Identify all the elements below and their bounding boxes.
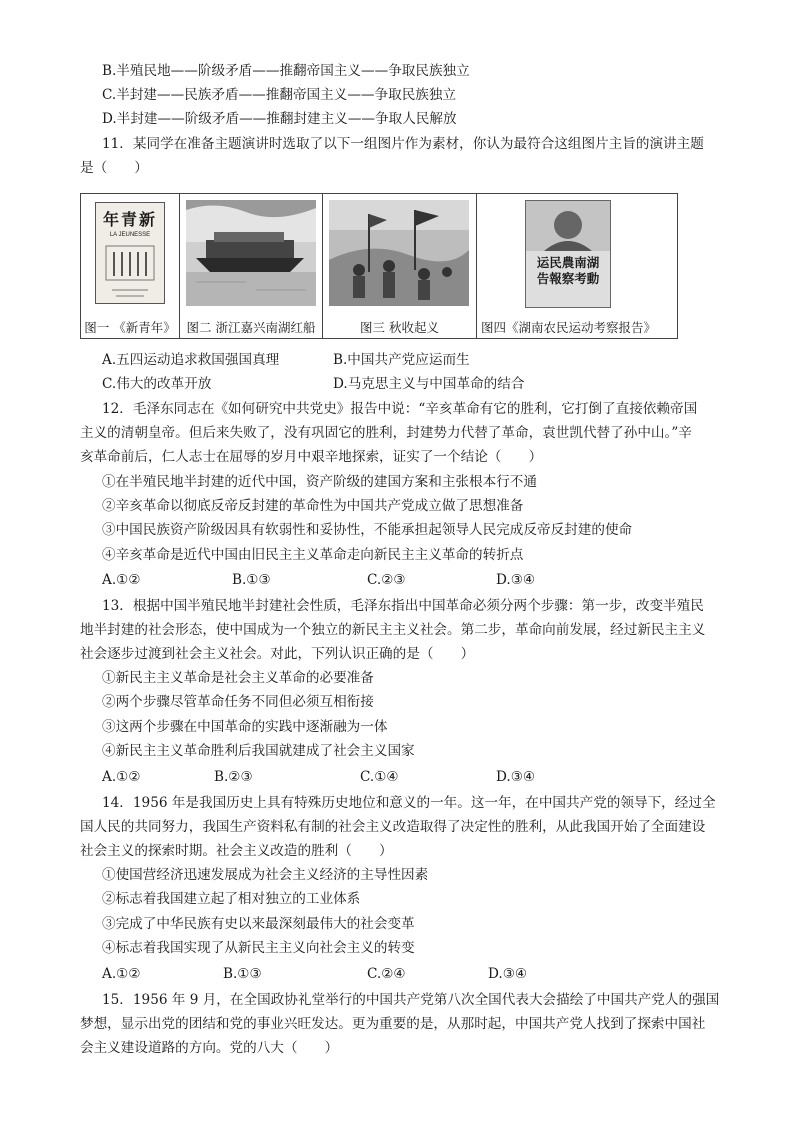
hunan-report-cover xyxy=(525,200,611,308)
caption-3: 图三 秋收起义 xyxy=(360,320,439,335)
figure-cell-4 xyxy=(477,194,660,338)
q13-option-d: D.③④ xyxy=(496,769,536,785)
q12-item-4: ④辛亥革命是近代中国由旧民主主义革命走向新民主主义革命的转折点 xyxy=(102,547,524,563)
q15-stem-line2: 梦想，显示出党的团结和党的事业兴旺发达。更为重要的是，从那时起，中国共产党人找到了探索中国社 xyxy=(80,1016,706,1032)
q12-stem-line3: 亥革命前后，仁人志士在屈辱的岁月中艰辛地探索，证实了一个结论（ ） xyxy=(80,449,543,465)
q11-stem-line2: 是（ ） xyxy=(80,160,148,176)
caption-1: 图一 《新青年》 xyxy=(84,320,176,335)
cover-pattern xyxy=(96,238,164,308)
new-youth-cover-image xyxy=(95,202,165,304)
q13-option-b: B.②③ xyxy=(214,769,253,785)
q12-item-2: ②辛亥革命以彻底反帝反封建的革命性为中国共产党成立做了思想准备 xyxy=(102,498,524,514)
q14-item-1: ①使国营经济迅速发展成为社会主义经济的主导性因素 xyxy=(102,867,429,883)
prev-option-c: C.半封建——民族矛盾——推翻帝国主义——争取民族独立 xyxy=(102,87,457,103)
q11-option-d: D.马克思主义与中国革命的结合 xyxy=(333,376,525,392)
q12-stem-line1: 12．毛泽东同志在《如何研究中共党史》报告中说：“辛亥革命有它的胜利，它打倒了直接依赖帝国 xyxy=(102,401,698,417)
q15-stem-line3: 会主义建设道路的方向。党的八大（ ） xyxy=(80,1040,339,1056)
q12-option-a: A.①② xyxy=(102,572,141,588)
autumn-uprising-painting xyxy=(329,200,469,306)
q12-option-d: D.③④ xyxy=(496,572,536,588)
q13-item-3: ③这两个步骤在中国革命的实践中逐渐融为一体 xyxy=(102,719,388,735)
q13-stem-line2: 地半封建的社会形态，使中国成为一个独立的新民主主义社会。第二步，革命向前发展，经过新民主主义 xyxy=(80,622,706,638)
q11-option-a: A.五四运动追求救国强国真理 xyxy=(102,352,280,368)
prev-option-d: D.半封建——阶级矛盾——推翻封建主义——争取人民解放 xyxy=(102,111,457,127)
q14-stem-line2: 国人民的共同努力，我国生产资料私有制的社会主义改造取得了决定性的胜利，从此我国开始了全面建设 xyxy=(80,819,706,835)
q11-figure-table xyxy=(80,193,678,339)
q14-stem-line1: 14．1956 年是我国历史上具有特殊历史地位和意义的一年。这一年，在中国共产党的领导下，经过全 xyxy=(102,795,716,811)
caption-4: 图四《湖南农民运动考察报告》 xyxy=(480,320,656,335)
portrait-image xyxy=(526,201,610,251)
prev-option-b: B.半殖民地——阶级矛盾——推翻帝国主义——争取民族独立 xyxy=(102,63,470,79)
figure-cell-3 xyxy=(323,194,477,338)
q13-item-4: ④新民主主义革命胜利后我国就建成了社会主义国家 xyxy=(102,743,415,759)
q14-item-2: ②标志着我国建立起了相对独立的工业体系 xyxy=(102,891,361,907)
q13-stem-line3: 社会逐步过渡到社会主义社会。对此，下列认识正确的是（ ） xyxy=(80,646,475,662)
red-boat-photo xyxy=(186,200,316,306)
q14-stem-line3: 社会主义的探索时期。社会主义改造的胜利（ ） xyxy=(80,843,393,859)
q13-option-c: C.①④ xyxy=(360,769,399,785)
q14-option-a: A.①② xyxy=(102,966,141,982)
q12-option-b: B.①③ xyxy=(232,572,271,588)
cover-subtitle: LA JEUNESSE xyxy=(109,232,151,238)
q12-option-c: C.②③ xyxy=(367,572,406,588)
figure-cell-2 xyxy=(180,194,323,338)
q13-stem-line1: 13．根据中国半殖民地半封建社会性质，毛泽东指出中国革命必须分两个步骤：第一步，改变半殖民 xyxy=(102,598,704,614)
q15-stem-line1: 15．1956 年 9 月，在全国政协礼堂举行的中国共产党第八次全国代表大会描绘了中国共产党人的强国 xyxy=(102,992,720,1008)
q12-item-3: ③中国民族资产阶级因具有软弱性和妥协性，不能承担起领导人民完成反帝反封建的使命 xyxy=(102,522,633,538)
cover-title: 年青新 xyxy=(102,210,157,229)
q13-option-a: A.①② xyxy=(102,769,141,785)
q13-item-1: ①新民主主义革命是社会主义革命的必要准备 xyxy=(102,670,374,686)
q14-option-d: D.③④ xyxy=(488,966,528,982)
q14-option-b: B.①③ xyxy=(223,966,262,982)
cover-title-line1: 运民農南湖 xyxy=(536,255,600,270)
q12-stem-line2: 主义的清朝皇帝。但后来失败了，没有巩固它的胜利，封建势力代替了革命，袁世凯代替了孙中山。”辛 xyxy=(80,425,692,441)
q14-item-3: ③完成了中华民族有史以来最深刻最伟大的社会变革 xyxy=(102,916,415,932)
q11-option-b: B.中国共产党应运而生 xyxy=(333,352,470,368)
q11-stem-line1: 11．某同学在准备主题演讲时选取了以下一组图片作为素材，你认为最符合这组图片主旨的演讲主题 xyxy=(102,136,704,152)
q14-item-4: ④标志着我国实现了从新民主主义向社会主义的转变 xyxy=(102,940,415,956)
figure-cell-1 xyxy=(81,194,180,338)
q11-option-c: C.伟大的改革开放 xyxy=(102,376,212,392)
caption-2: 图二 浙江嘉兴南湖红船 xyxy=(186,320,316,335)
q13-item-2: ②两个步骤尽管革命任务不同但必须互相衔接 xyxy=(102,694,374,710)
cover-title-line2: 告報察考動 xyxy=(536,271,600,286)
q12-item-1: ①在半殖民地半封建的近代中国，资产阶级的建国方案和主张根本行不通 xyxy=(102,474,537,490)
q14-option-c: C.②④ xyxy=(367,966,406,982)
